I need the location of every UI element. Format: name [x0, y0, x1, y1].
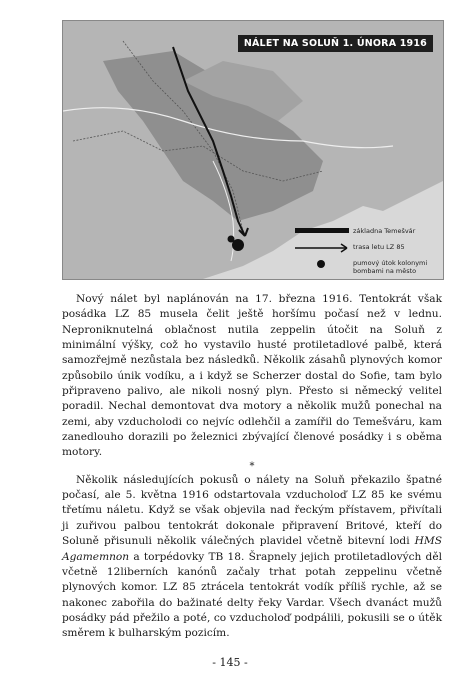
paragraph-2-text-a: Několik následujících pokusů o nálety na Soluň překazilo špatné počasí, ale 5. května 1916 odstartovala vzducholoď LZ 85 ke svému třetímu náletu. Když se však objevila nad řeckým přístavem, přivítali ji zuřivou palbou tentokrát dokonale připravení Britové, kteří do Soluně přisunuli několik válečných plavidel včetně bitevní lodi	[62, 473, 442, 548]
article-body	[62, 292, 442, 642]
paragraph-2-text-b: a torpédovky TB 18. Šrapnely jejich protiletadlových děl včetně 12liberních kanónů začaly trhat potah zeppelinu včetně plynových komor. LZ 85 ztrácela tentokrát vodík příliš rychle, až se nakonec zabořila do bažinaté delty řeky Vardar. Všech dvanáct mužů posádky pád přežilo a poté, co vzducholoď podpálili, pokusili se o útěk směrem k bulharským pozicím.	[62, 550, 442, 640]
map-figure	[62, 20, 444, 280]
section-separator: *	[249, 460, 255, 472]
legend-row-base	[293, 227, 437, 243]
map-title: NÁLET NA SOLUŇ 1. ÚNORA 1916	[238, 35, 433, 52]
legend-row-route	[293, 243, 437, 259]
legend-text-route: trasa letu LZ 85	[353, 243, 405, 251]
ship-name: HMS Agamemnon	[62, 535, 442, 563]
paragraph-1-text: Nový nálet byl naplánován na 17. března 1916. Tentokrát však posádka LZ 85 musela čelit ještě horšímu počasí než v lednu. Neproniknutelná oblačnost nutila zeppelin útočit na Soluň z minimální výšky, což ho vystavilo husté protiletadlové palbě, která samozřejmě nezůstala bez následků. Několik zásahů plynových komor způsobilo únik vodíku, a i když se Scherzer dostal do Sofie, tam bylo připraveno palivo, ale nikoli nosný plyn. Přesto si německý velitel poradil. Nechal demontovat dva motory a několik mužů ponechal na zemi, aby vzducholodi co nejvíc odlehčil a zamířil do Temešváru, kam zanedlouho dorazili po železnici zbývající členové posádky i s oběma motory.	[62, 293, 442, 459]
legend-row-bomb	[293, 259, 437, 275]
map-legend	[293, 227, 437, 275]
paragraph-2	[62, 473, 442, 642]
bomb-target-marker-2	[228, 236, 235, 243]
paragraph-1	[62, 292, 442, 461]
page-number: - 145 -	[212, 656, 248, 669]
legend-text-bomb: pumový útok kolonymi bombami na město	[353, 259, 428, 275]
legend-text-base: základna Temešvár	[353, 227, 416, 235]
